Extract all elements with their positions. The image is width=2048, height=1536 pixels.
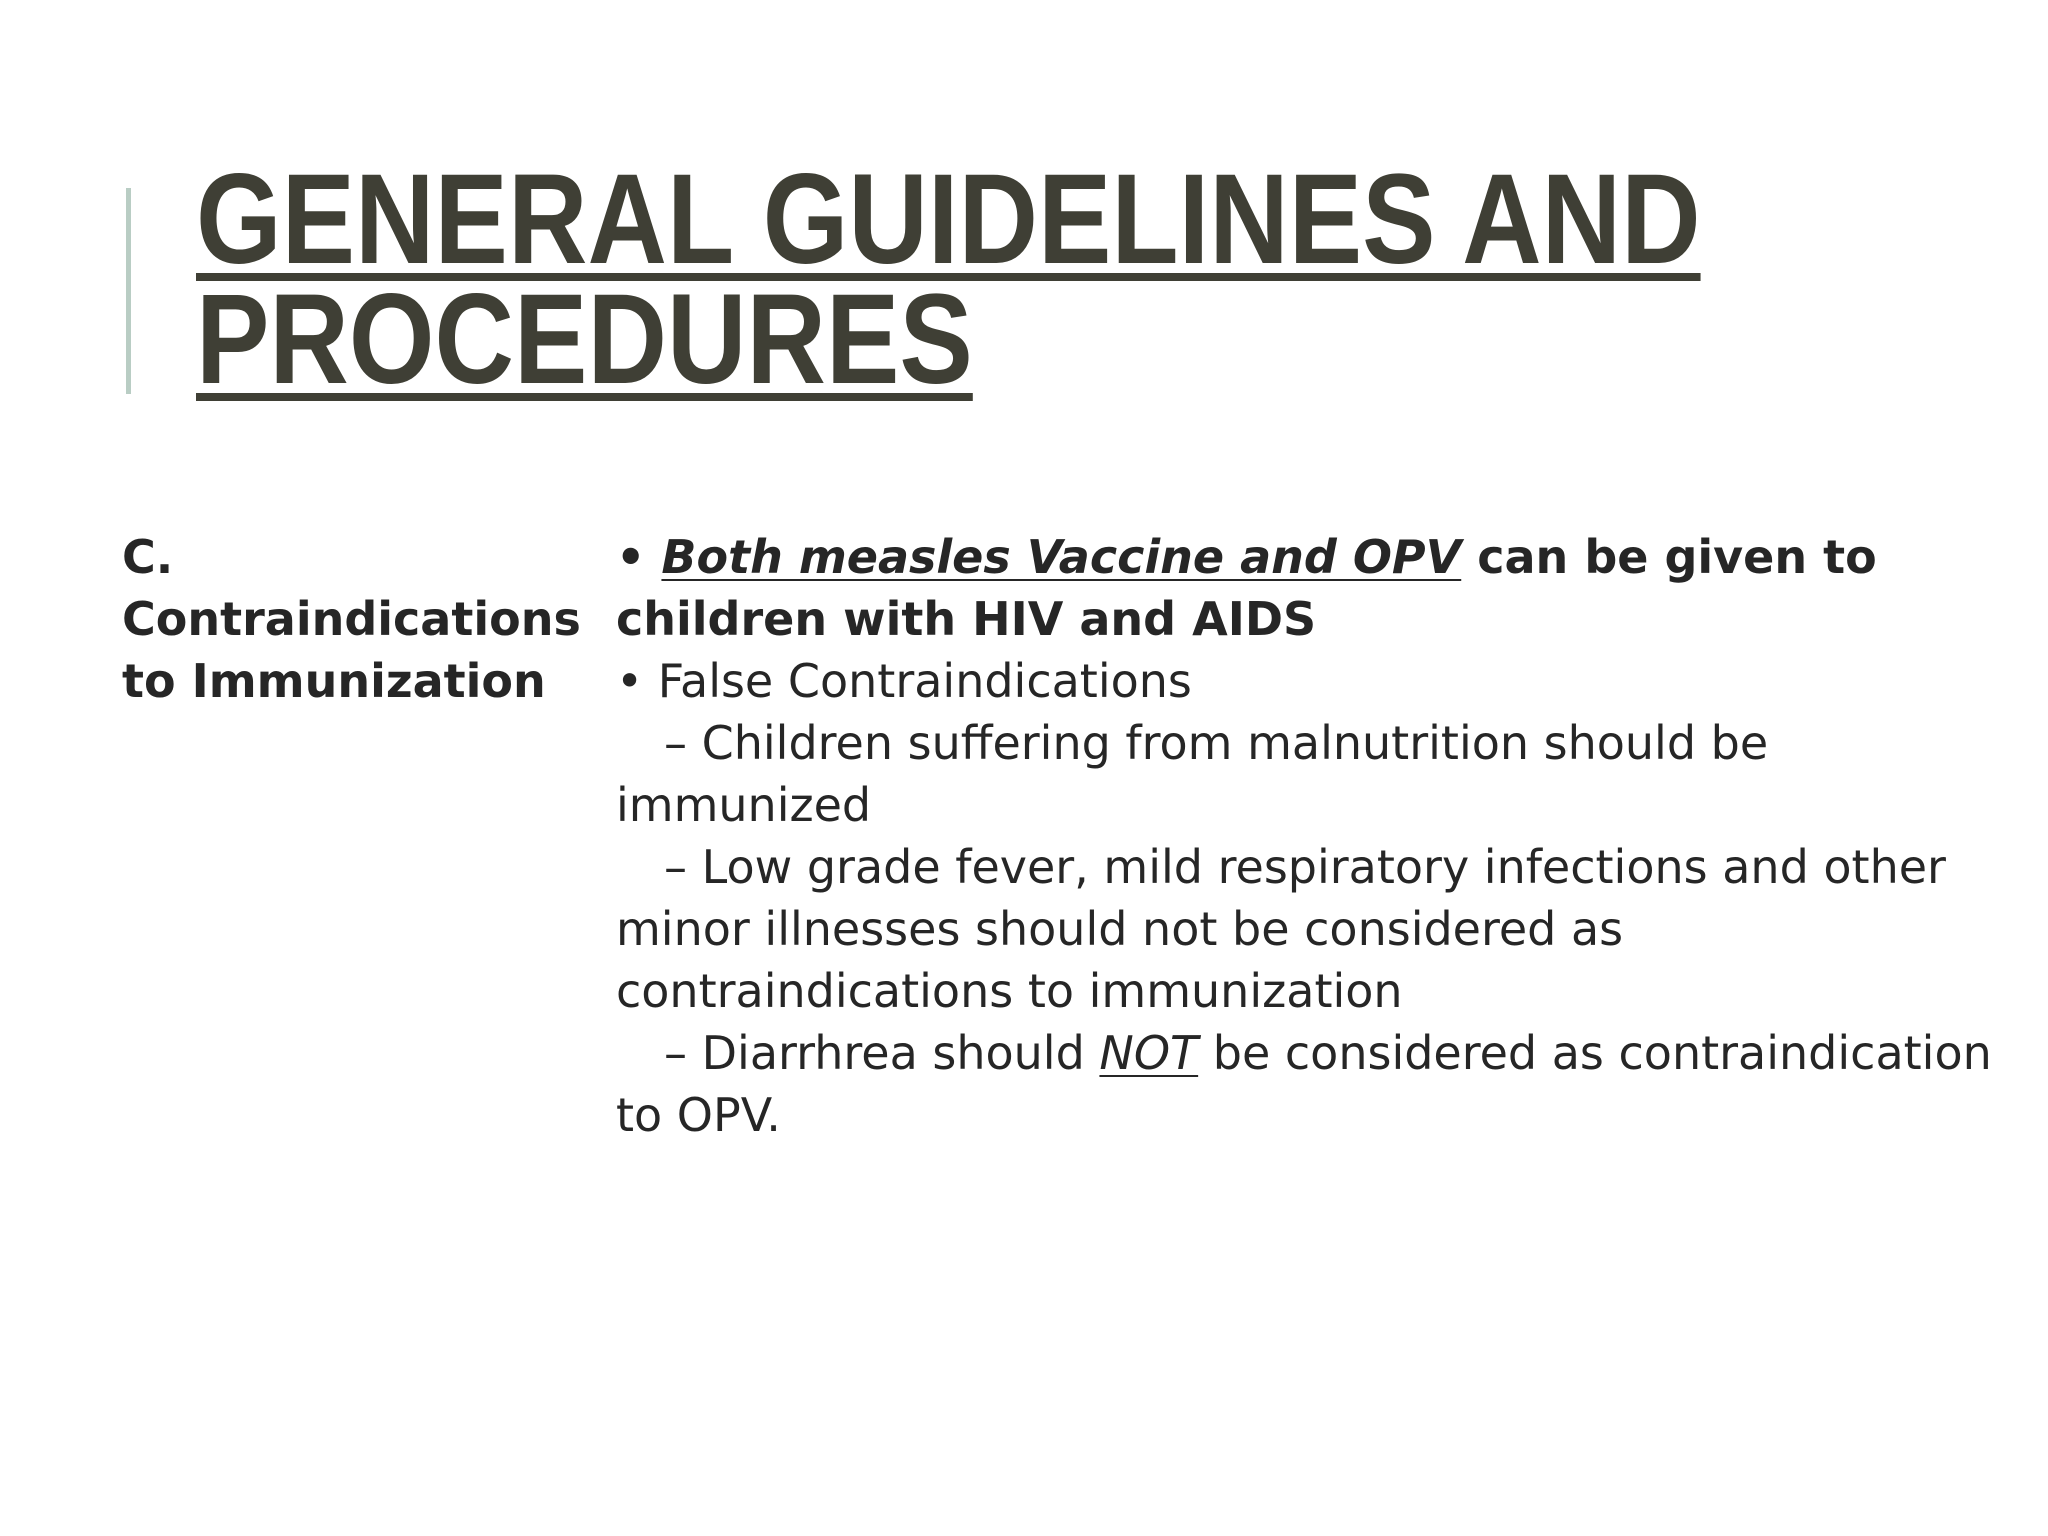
- sub-item-text: Children suffering from malnutrition should be immunized: [616, 716, 1769, 832]
- bullet-marker: •: [616, 654, 644, 708]
- slide-title: [196, 148, 1710, 411]
- slide-title-line-1: GENERAL GUIDELINES AND: [196, 148, 1701, 291]
- sub-item-malnutrition: [616, 712, 2016, 836]
- sub-item-text: Low grade fever, mild respiratory infections and other minor illnesses should not be considered as contraindications to immunization: [616, 840, 1946, 1018]
- bullet-text: can be given to children with HIV and AIDS: [616, 530, 1877, 646]
- section-label-line-1: C.: [122, 530, 174, 584]
- section-label: [122, 526, 602, 712]
- bullet-text: False Contraindications: [657, 654, 1192, 708]
- sub-item-diarrhea: [616, 1022, 2016, 1146]
- sub-item-text-before: Diarrhrea should: [701, 1026, 1100, 1080]
- section-label-line-2: Contraindications: [122, 592, 581, 646]
- sub-item-fever: [616, 836, 2016, 1022]
- bullet-item-false-contraindications: [616, 650, 2016, 712]
- content-body: [616, 526, 2016, 1146]
- section-label-line-3: to Immunization: [122, 654, 546, 708]
- dash-marker: –: [664, 840, 687, 894]
- sub-item-text-after: be considered as contraindication to OPV.: [616, 1026, 1992, 1142]
- slide-title-line-2: PROCEDURES: [196, 268, 973, 411]
- title-accent-bar: [126, 188, 131, 394]
- dash-marker: –: [664, 1026, 687, 1080]
- bullet-item-hiv: [616, 526, 2016, 650]
- bullet-marker: •: [616, 530, 646, 584]
- emphasis-vaccines: Both measles Vaccine and OPV: [661, 530, 1462, 584]
- emphasis-not: NOT: [1099, 1026, 1199, 1080]
- dash-marker: –: [664, 716, 687, 770]
